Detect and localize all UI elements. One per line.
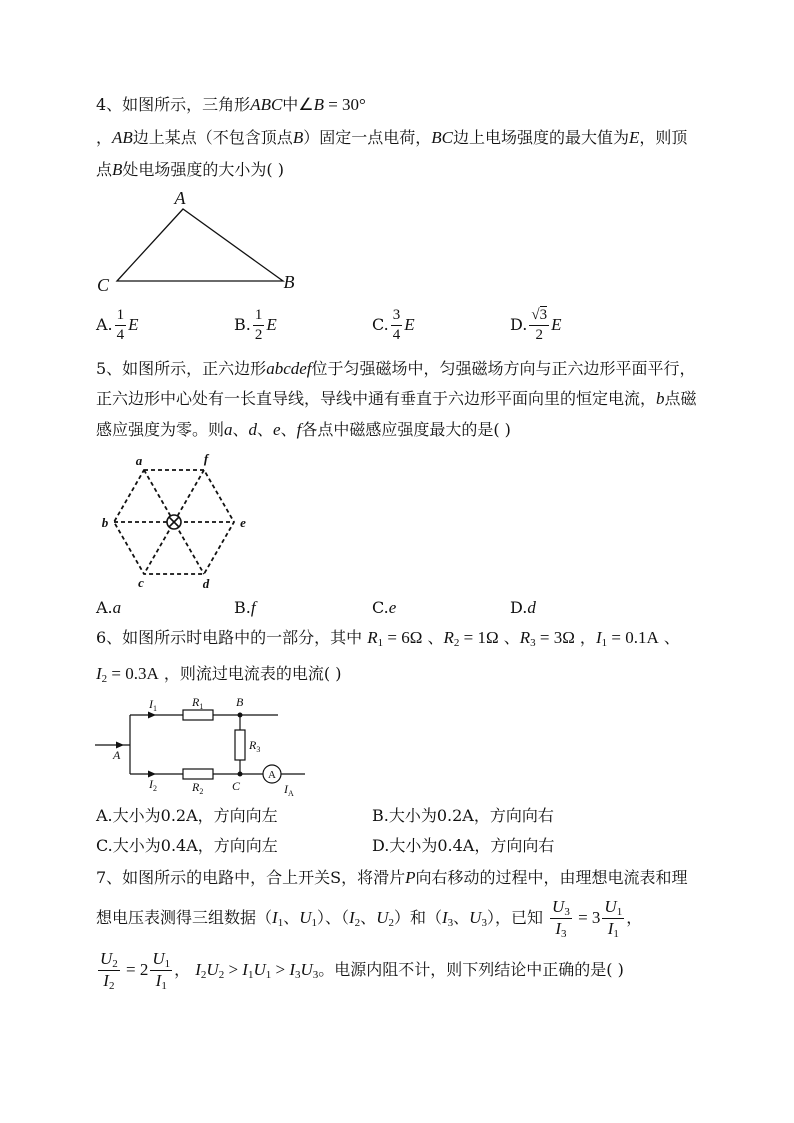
triangle-abc [117, 209, 283, 281]
sqrt-argument: 3 [539, 307, 548, 323]
q4-line-3 [96, 159, 284, 181]
math-variable: BC [431, 128, 453, 147]
separator: 、 [257, 420, 274, 439]
math-variable: AB [112, 128, 133, 147]
question-text: ， [174, 960, 196, 979]
separator: ， [574, 628, 596, 647]
subscript: 3 [561, 928, 567, 940]
q4-line-1 [96, 94, 366, 116]
q7-line-1 [96, 867, 688, 889]
fraction-denominator [606, 919, 621, 939]
math-variable: b [656, 389, 665, 408]
math-variable: I [96, 664, 102, 683]
question-text: 6、如图所示时电路中的一部分，其中 [96, 628, 368, 647]
subscript: 2 [112, 958, 118, 970]
subscript: 1 [277, 917, 284, 929]
math-variable: U [253, 960, 266, 979]
question-text: ， [626, 908, 643, 927]
q7-line-3 [96, 948, 624, 992]
subscript: 1 [377, 637, 384, 649]
q5-line-3 [96, 419, 511, 441]
label-symbol: I [149, 777, 153, 791]
separator: 、 [658, 628, 680, 647]
product-i2u2 [195, 960, 224, 979]
q5-line-2 [96, 388, 697, 410]
vertex-label-c: c [138, 575, 144, 590]
q5-option-b [234, 597, 256, 619]
question-text: ）和（ [393, 908, 442, 927]
q6-line-1 [96, 627, 680, 649]
question-text: 向右移动的过程中，由理想电流表和理 [415, 868, 688, 887]
question-text: 中 [282, 95, 299, 114]
question-text: 边上某点（不包含顶点 [132, 128, 293, 147]
option-key: C. [372, 598, 389, 617]
subscript: 1 [265, 969, 272, 981]
angle-value: = 30° [323, 95, 366, 114]
math-variable: U [469, 908, 482, 927]
math-variable: E [551, 315, 562, 334]
math-variable: I [289, 960, 296, 979]
fraction-numerator: 1 [253, 307, 265, 326]
current-into-page-icon [167, 515, 181, 529]
option-text: 大小为0.4A，方向向右 [389, 836, 555, 855]
q4-option-c [372, 303, 415, 347]
vertex-label-d: d [202, 576, 210, 591]
label-r2 [191, 780, 203, 796]
label-subscript: 2 [199, 787, 204, 796]
math-variable: B [292, 128, 304, 147]
subscript: 2 [388, 917, 394, 929]
question-text: 边上电场强度的最大值为 [452, 128, 629, 147]
math-variable: U [206, 960, 219, 979]
triangle-figure [90, 185, 310, 300]
question-text: ， [96, 128, 113, 147]
u1-symbol [299, 908, 317, 927]
subscript: 2 [453, 637, 460, 649]
subscript: 1 [161, 980, 167, 992]
circuit-figure [90, 695, 310, 800]
separator: 、 [283, 908, 300, 927]
vertex-label-b: B [283, 272, 295, 292]
node-c-dot [238, 772, 243, 777]
question-text: 点磁 [664, 389, 697, 408]
option-key: A. [96, 315, 113, 334]
vertex-label-e: e [240, 515, 246, 530]
node-b-dot [238, 713, 243, 718]
subscript: 2 [218, 969, 225, 981]
math-variable: ABC [250, 95, 283, 114]
label-subscript: 3 [256, 745, 261, 754]
angle-symbol: ∠ [298, 95, 314, 114]
fraction-u1-over-i1 [150, 950, 172, 991]
node-label-b: B [236, 695, 244, 709]
math-variable: e [273, 420, 281, 439]
fraction-numerator [529, 307, 549, 326]
q4-option-d [510, 303, 561, 347]
option-text: 大小为0.2A，方向向左 [112, 806, 278, 825]
fraction-denominator: 4 [116, 327, 125, 343]
q5-line-1 [96, 358, 696, 380]
option-key: C. [372, 315, 389, 334]
fraction-denominator: 4 [392, 327, 401, 343]
sqrt-symbol: √ [531, 307, 540, 323]
math-variable: I [349, 908, 355, 927]
resistor-r2 [183, 769, 213, 779]
separator: 、 [422, 628, 444, 647]
math-variable: B [112, 160, 123, 179]
label-symbol: I [284, 782, 288, 796]
label-symbol: R [192, 695, 200, 709]
math-variable: I [595, 628, 602, 647]
math-variable: U [604, 897, 617, 916]
question-text: 想电压表测得三组数据（ [96, 908, 273, 927]
separator: 、 [360, 908, 377, 927]
subscript: 3 [481, 917, 487, 929]
subscript: 3 [564, 906, 570, 918]
option-key: A. [96, 598, 113, 617]
label-subscript: A [288, 789, 294, 798]
q6-option-c [96, 835, 278, 857]
question-text: ，则顶 [639, 128, 688, 147]
q4-option-a [96, 303, 139, 347]
math-variable: R [367, 628, 378, 647]
q6-option-a [96, 805, 278, 827]
i2-symbol [349, 908, 360, 927]
math-value: = 3Ω [535, 628, 575, 647]
resistor-r1 [183, 710, 213, 720]
separator: 、 [280, 420, 297, 439]
fraction-denominator [553, 919, 568, 939]
math-variable: I [195, 960, 201, 979]
question-text: 点 [96, 160, 113, 179]
fraction [391, 307, 403, 344]
vertex-label-a: a [135, 453, 143, 468]
subscript: 2 [200, 969, 207, 981]
math-variable: abcdef [266, 359, 312, 378]
label-r1 [191, 695, 203, 711]
q6-option-b [372, 805, 554, 827]
math-variable: d [248, 420, 258, 439]
question-text: ，则流过电流表的电流( ) [158, 664, 342, 683]
subscript: 1 [247, 969, 254, 981]
question-text: 感应强度为零。则 [96, 420, 225, 439]
option-key: D. [372, 836, 390, 855]
subscript: 2 [108, 980, 115, 992]
fraction-numerator: 3 [391, 307, 403, 326]
fraction-u2-over-i2 [98, 950, 120, 991]
fraction-denominator [154, 971, 169, 991]
math-variable: U [376, 908, 389, 927]
math-variable: E [128, 315, 139, 334]
label-i2 [148, 777, 157, 793]
product-i3u3 [289, 960, 318, 979]
math-variable: U [552, 897, 565, 916]
node-label-a: A [113, 748, 121, 762]
subscript: 2 [354, 917, 361, 929]
subscript: 1 [311, 917, 317, 929]
math-variable: f [296, 420, 302, 439]
fraction-denominator: 2 [535, 327, 543, 343]
math-variable: U [100, 949, 113, 968]
math-variable: I [607, 919, 614, 938]
math-variable: U [300, 960, 313, 979]
q5-option-c [372, 597, 396, 619]
fraction-numerator [550, 898, 572, 919]
math-variable: a [224, 420, 233, 439]
product-i1u1 [242, 960, 271, 979]
fraction [529, 307, 549, 344]
greater-than: > [271, 960, 290, 979]
r2-expression [444, 628, 499, 647]
label-symbol: R [249, 738, 257, 752]
label-subscript: 1 [199, 702, 204, 711]
option-key: B. [234, 315, 251, 334]
math-value: = 6Ω [383, 628, 423, 647]
math-variable: I [555, 919, 562, 938]
q6-option-d [372, 835, 554, 857]
subscript: 3 [312, 969, 319, 981]
option-key: C. [96, 836, 113, 855]
option-key: A. [96, 806, 113, 825]
fraction-numerator [98, 950, 120, 971]
math-variable: P [405, 868, 416, 887]
fraction [253, 307, 265, 344]
vertex-label-c: C [96, 275, 110, 295]
hexagon-figure [95, 450, 255, 595]
subscript: 3 [447, 917, 454, 929]
i2-expression [96, 664, 159, 683]
q4-option-b [234, 303, 277, 347]
u2-symbol [376, 908, 394, 927]
subscript: 3 [295, 969, 301, 981]
fraction-numerator [602, 898, 624, 919]
question-text: 处电场强度的大小为( ) [122, 160, 284, 179]
label-i1 [148, 697, 157, 713]
node-label-c: C [232, 779, 241, 793]
resistor-r3 [235, 730, 245, 760]
question-text: 正六边形中心处有一长直导线，导线中通有垂直于六边形平面向里的恒定电流， [96, 389, 657, 408]
fraction-u1-over-i1 [602, 898, 624, 939]
option-key: D. [510, 315, 528, 334]
i1-expression [596, 628, 659, 647]
r3-expression [520, 628, 575, 647]
question-text: 位于匀强磁场中，匀强磁场方向与正六边形平面平行， [311, 359, 696, 378]
equals-coefficient: = 3 [573, 908, 601, 927]
math-variable: I [103, 971, 109, 990]
option-key: B. [372, 806, 389, 825]
question-text: ），已知 [486, 908, 549, 927]
math-variable: R [443, 628, 454, 647]
math-variable: R [519, 628, 531, 647]
label-subscript: 1 [153, 704, 157, 713]
option-text: 大小为0.4A，方向向左 [112, 836, 278, 855]
label-symbol: I [149, 697, 153, 711]
math-variable: U [152, 949, 165, 968]
separator: 、 [232, 420, 249, 439]
option-value: d [527, 598, 536, 617]
q4-line-2 [96, 127, 687, 149]
i3-symbol [442, 908, 453, 927]
q5-option-a [96, 597, 121, 619]
fraction-numerator [150, 950, 172, 971]
r1-expression [367, 628, 422, 647]
i1-symbol [272, 908, 283, 927]
ammeter-label: A [268, 769, 276, 781]
vertex-label-b: b [101, 515, 109, 530]
math-variable: I [441, 908, 448, 927]
subscript: 1 [601, 637, 608, 649]
u3-symbol [469, 908, 487, 927]
label-r3 [248, 738, 260, 754]
q6-line-2 [96, 663, 341, 685]
fraction-denominator [101, 971, 116, 991]
q7-line-2 [96, 896, 642, 940]
subscript: 2 [101, 673, 108, 685]
question-text: 各点中磁感应强度最大的是( ) [301, 420, 511, 439]
subscript: 1 [613, 928, 619, 940]
vertex-label-a: A [174, 188, 186, 208]
fraction-u3-over-i3 [550, 898, 572, 939]
subscript: 1 [616, 906, 623, 918]
separator: 、 [453, 908, 470, 927]
math-variable: E [404, 315, 415, 334]
math-value: = 0.1A [607, 628, 659, 647]
question-text: 4、如图所示，三角形 [96, 95, 251, 114]
question-text: 7、如图所示的电路中，合上开关S，将滑片 [96, 868, 406, 887]
math-variable: I [242, 960, 248, 979]
question-text: 。电源内阻不计，则下列结论中正确的是( ) [318, 960, 624, 979]
math-value: = 1Ω [459, 628, 499, 647]
math-variable: E [628, 128, 640, 147]
label-ia [283, 782, 294, 798]
subscript: 3 [530, 637, 536, 649]
option-key: D. [510, 598, 528, 617]
option-value: f [250, 598, 256, 617]
option-value: e [388, 598, 397, 617]
angle-expression [298, 95, 366, 114]
label-subscript: 2 [153, 784, 157, 793]
question-text: ）、（ [316, 908, 349, 927]
option-value: a [112, 598, 122, 617]
vertex-label-f: f [203, 451, 209, 466]
separator: 、 [498, 628, 520, 647]
greater-than: > [224, 960, 243, 979]
question-text: ）固定一点电荷， [303, 128, 432, 147]
fraction-numerator: 1 [115, 307, 127, 326]
option-key: B. [234, 598, 251, 617]
q5-option-d [510, 597, 536, 619]
equals-coefficient: = 2 [121, 960, 149, 979]
question-text: 5、如图所示，正六边形 [96, 359, 267, 378]
math-variable: U [299, 908, 312, 927]
subscript: 1 [164, 958, 171, 970]
label-symbol: R [192, 780, 200, 794]
fraction [115, 307, 127, 344]
math-variable: B [313, 95, 324, 114]
option-text: 大小为0.2A，方向向右 [388, 806, 554, 825]
math-variable: I [155, 971, 162, 990]
math-variable: I [272, 908, 278, 927]
math-value: = 0.3A [107, 664, 159, 683]
math-variable: E [266, 315, 277, 334]
fraction-denominator: 2 [254, 327, 263, 343]
